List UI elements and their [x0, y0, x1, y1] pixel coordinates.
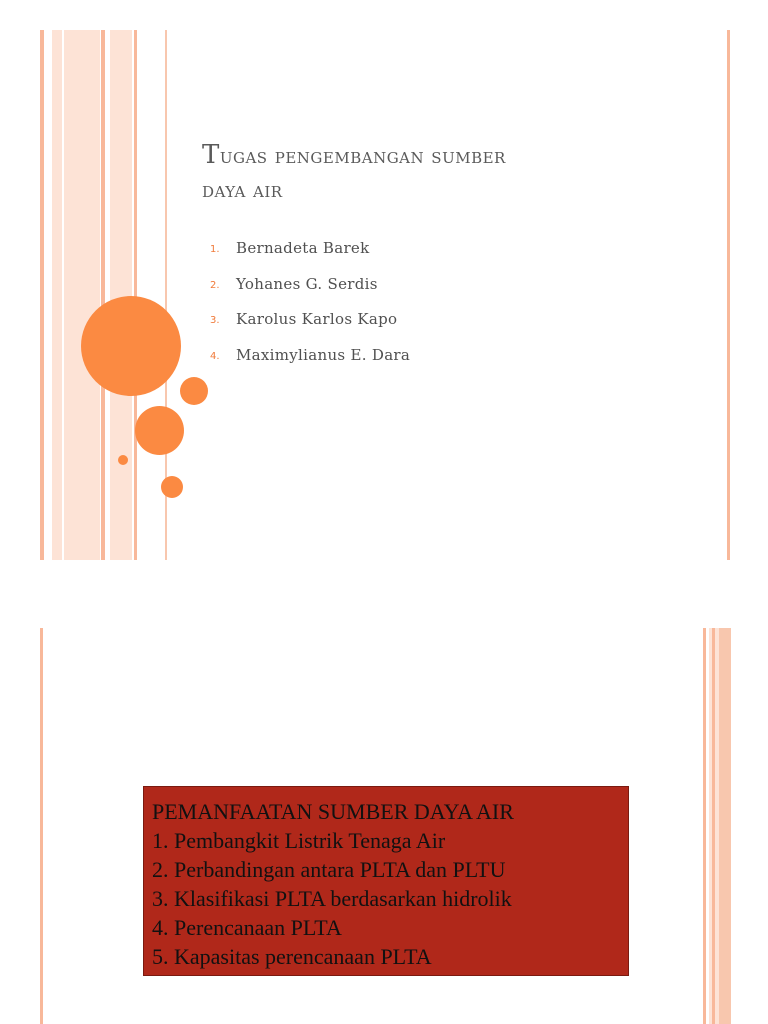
slide-content [0, 628, 768, 1024]
member-name: Maximylianus E. Dara [236, 345, 411, 364]
left-stripe [134, 30, 137, 560]
member-number: 3. [210, 315, 220, 326]
left-stripe [52, 30, 62, 560]
left-stripe [64, 30, 100, 560]
slide-title-text [202, 138, 702, 207]
left-stripe [40, 30, 44, 560]
right-stripe [727, 30, 730, 560]
title-line2: daya air [202, 178, 283, 202]
right-stripe [712, 628, 715, 1024]
decorative-circle-small [180, 377, 208, 405]
content-box [143, 786, 629, 976]
left-stripe [40, 628, 43, 1024]
content-item: 1. Pembangkit Listrik Tenaga Air [152, 828, 446, 853]
right-stripe [703, 628, 706, 1024]
member-name: Yohanes G. Serdis [236, 274, 378, 293]
title-initial: T [202, 140, 220, 170]
member-name: Karolus Karlos Kapo [236, 310, 398, 328]
left-stripe [101, 30, 105, 560]
content-item: 3. Klasifikasi PLTA berdasarkan hidrolik [152, 886, 512, 911]
left-stripe [110, 30, 132, 560]
member-name: Bernadeta Barek [236, 239, 370, 257]
decorative-circle-small [161, 476, 183, 498]
slide-title [0, 30, 768, 560]
member-number: 4. [210, 350, 220, 362]
content-item: 5. Kapasitas perencanaan PLTA [152, 944, 432, 969]
decorative-circle-dot [118, 455, 128, 465]
decorative-circle-large [81, 296, 181, 396]
content-item: 4. Perencanaan PLTA [152, 915, 342, 940]
member-number: 2. [210, 279, 220, 291]
decorative-circle-medium [135, 406, 184, 455]
title-line1: ugas pengembangan sumber [219, 144, 506, 168]
right-stripe [719, 628, 731, 1024]
member-number: 1. [210, 244, 220, 255]
content-item: 2. Perbandingan antara PLTA dan PLTU [152, 857, 506, 882]
content-heading: PEMANFAATAN SUMBER DAYA AIR [152, 799, 514, 824]
